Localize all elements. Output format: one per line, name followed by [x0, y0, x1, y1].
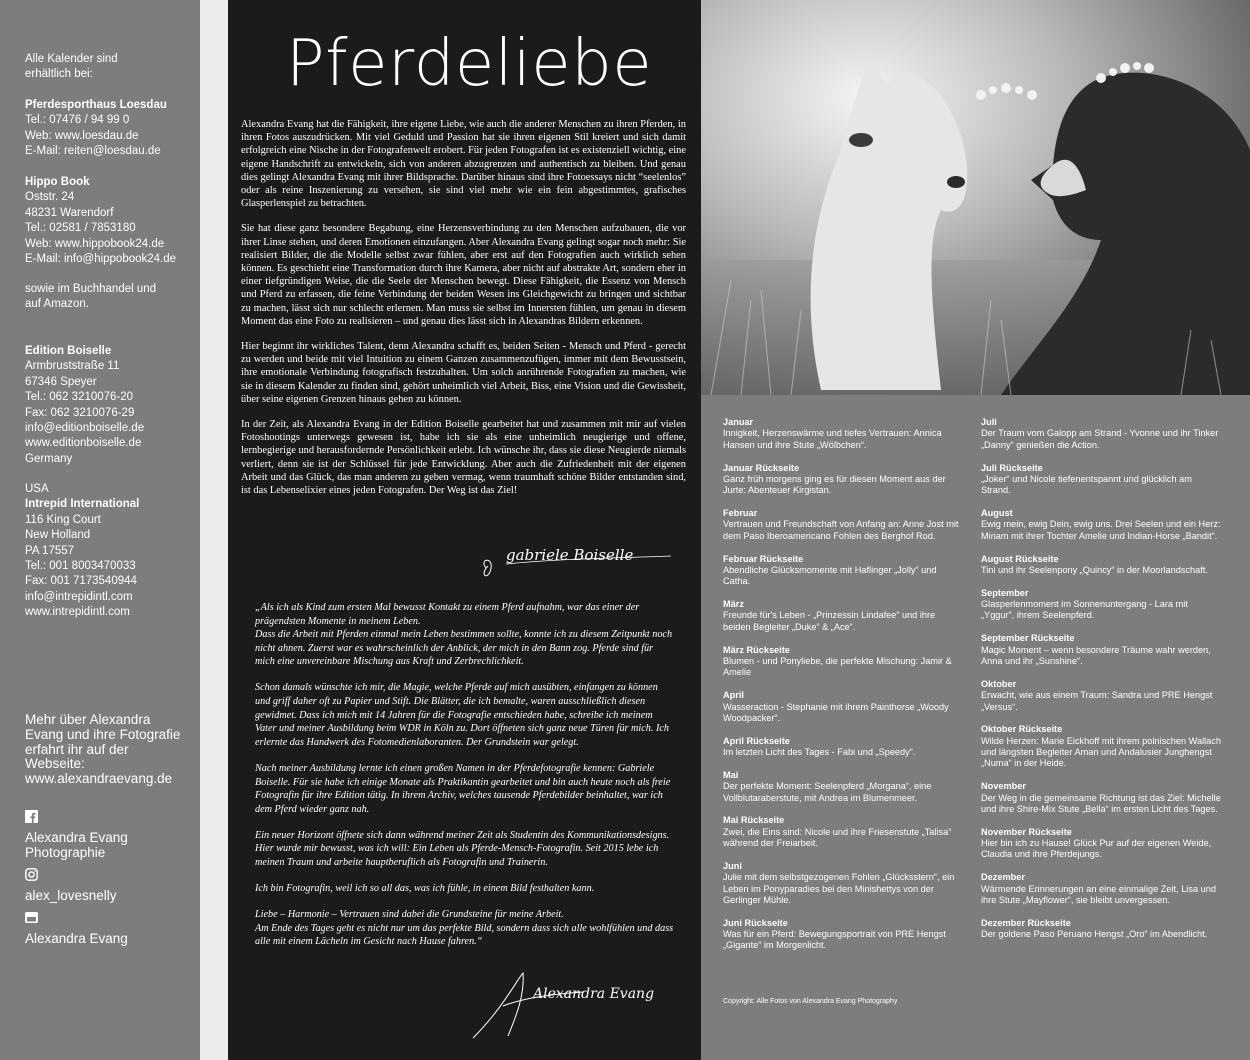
publisher-street: Armbruststraße 11 [25, 360, 120, 373]
dealer-email[interactable]: E-Mail: reiten@loesdau.de [25, 145, 161, 158]
dealer-street: Oststr. 24 [25, 191, 75, 204]
quote-paragraph: Liebe – Harmonie – Vertrauen sind dabei die Grundsteine für meine Arbeit. Am Ende des Tages geht es nicht nur um das perfekte Bild, sondern dass sich alle wohlfühlen und dass alle mit einem Lächeln im Gesicht nach Hause fahren.“ [255, 909, 674, 948]
publisher-city: 67346 Speyer [25, 375, 97, 388]
calendar-entry [981, 827, 1223, 861]
more-line: Evang und ihre Fotografie [25, 726, 181, 742]
article-paragraph: Alexandra Evang hat die Fähigkeit, ihre eigene Liebe, wie auch die anderer Menschen zu ihren Pferden, in ihren Fotos auszudrücken. Mit viel Geduld und Passion hat sie ihren eigenen Stil kreiert und sich damit erfolgreich eine Nische in der Fotografenwelt erobert. Für jeden Fotografen ist es existenziell wichtig, eine eigene Handschrift zu entwickeln, sich von anderen abzugrenzen und authentisch zu bleiben. Und genau dies gelingt Alexandra Evang mit ihrer Bildsprache. Darüber hinaus sind ihre Fotoessays nicht “seelenlos” oder als reine Inszenierung zu versehen, sie sind viel mehr wie ein fein abgestimmtes, grafisches Glasperlenspiel zu betrachten. [241, 119, 686, 210]
instagram-icon [25, 868, 38, 881]
more-line: Webseite: [25, 756, 85, 772]
more-line: erfahrt ihr auf der [25, 741, 129, 757]
availability-line: Alle Kalender sind [25, 53, 118, 65]
usa-street: 116 King Court [25, 513, 101, 526]
calendar-entry [981, 633, 1223, 667]
usa-town: New Holland [25, 529, 91, 542]
calendar-entry [981, 508, 1223, 542]
calendar-caption: Julie mit dem selbstgezogenen Fohlen „Glücksstern“, ein Leben im Ponyparadies bei den Minishettys von der Gerlinger Mühle. [723, 872, 955, 905]
calendar-list-left [723, 417, 963, 963]
calendar-month: Dezember Rückseite [981, 917, 1071, 928]
facebook-link[interactable] [25, 810, 128, 860]
publisher-fax: Fax: 062 3210076-29 [25, 406, 135, 419]
calendar-caption: Ewig mein, ewig Dein, ewig uns. Drei Seelen und ein Herz: Miriam mit ihrer Tochter Amelie und Indian-Horse „Bandit“. [981, 519, 1221, 541]
website-link[interactable]: www.alexandraevang.de [25, 771, 173, 787]
calendar-entry [981, 588, 1223, 622]
calendar-entry [723, 554, 963, 588]
calendar-caption: Blumen - und Ponyliebe, die perfekte Mischung: Jamir & Amelie [723, 655, 952, 678]
quote-paragraph: „Als ich als Kind zum ersten Mal bewusst Kontakt zu einem Pferd aufnahm, war das einer der prägendsten Momente in meinem Leben. Dass die Arbeit mit Pferden einmal mein Leben bestimmen sollte, konnte ich zu diesem Zeitpunkt noch nicht ahnen. Zuerst war es wahrscheinlich der Anblick, der mich in den Bann zog. Pferde sind für mich eine unvereinbare Mischung aus Kraft und Zerbrechlichkeit. [255, 602, 673, 668]
youtube-icon [25, 911, 38, 924]
calendar-month: September [981, 587, 1029, 598]
publisher-email[interactable]: info@editionboiselle.de [25, 422, 145, 435]
calendar-month: November Rückseite [981, 826, 1072, 837]
calendar-month: August [981, 508, 1013, 519]
signature-evang [463, 968, 693, 1048]
calendar-entry [723, 508, 963, 542]
also-line: sowie im Buchhandel und [25, 283, 157, 295]
calendar-entry [723, 736, 963, 759]
dealer-city: 48231 Warendorf [25, 206, 114, 219]
publisher-country: Germany [25, 452, 73, 465]
facebook-name: Photographie [25, 844, 106, 860]
svg-text:Alexandra Evang: Alexandra Evang [533, 986, 655, 1002]
calendar-entry [723, 645, 963, 679]
article-paragraph: Hier beginnt ihr wirkliches Talent, denn Alexandra schafft es, beiden Seiten - Mensch und Pferd - gerecht zu werden und beide mit viel Intuition zu einem Ganzen zusammenzufügen, immer mit dem Bewusstsein, ihre emotionale Verbindung fotografisch festzuhalten. Um solch anrührende Fotografien zu machen, wie sie in diesem Kalender zu finden sind, gehört unheimlich viel Arbeit, Biss, eine Vision und die Gewissheit, über seine eigenen Grenzen hinaus gehen zu können. [241, 341, 686, 405]
availability-line: erhältlich bei: [25, 68, 93, 81]
calendar-entry [723, 918, 963, 952]
quote-paragraph: Ein neuer Horizont öffnete sich dann während meiner Zeit als Studentin des Kommunikationsdesigns. Hier wurde mir bewusst, was ich will: Ein Leben als Pferde-Mensch-Fotografin. Seit 2015 lebe ich meinen Traum und arbeite hauptberuflich als Fotografin und Trainerin. [255, 829, 670, 868]
calendar-caption: Der perfekte Moment: Seelenpferd „Morgana“, eine Vollblutaraberstute, mit Andrea im Blumenmeer. [723, 781, 932, 803]
quote-paragraph: Ich bin Fotografin, weil ich so all das, was ich fühle, in einem Bild festhalten kann. [255, 883, 595, 895]
calendar-month: Januar Rückseite [723, 462, 800, 473]
calendar-entry [981, 918, 1223, 941]
calendar-entry [723, 463, 963, 497]
publisher-name: Edition Boiselle [25, 345, 112, 357]
also-available [25, 282, 195, 313]
calendar-entry [981, 872, 1223, 906]
facebook-icon [25, 810, 38, 823]
also-line: auf Amazon. [25, 298, 89, 311]
calendar-month: April [723, 690, 744, 701]
usa-fax: Fax: 001 7173540944 [25, 575, 137, 588]
calendar-entry [981, 781, 1223, 815]
calendar-month: Dezember [981, 872, 1025, 883]
calendar-entry [981, 679, 1223, 713]
usa-state: PA 17557 [25, 544, 75, 557]
signature-boiselle [476, 528, 676, 583]
dealer-name: Pferdesporthaus Loesdau [25, 99, 167, 111]
cover-photo [701, 0, 1250, 395]
calendar-caption: Was für ein Pferd: Bewegungsportrait von PRE Hengst „Gigante“ im Morgenlicht. [723, 929, 946, 951]
calendar-caption: Erwacht, wie aus einem Traum: Sandra und PRE Hengst „Versus“. [981, 690, 1213, 712]
page-gutter [200, 0, 228, 1060]
quote-paragraph: Schon damals wünschte ich mir, die Magie, welche Pferde auf mich ausübten, einfangen zu können und griff daher oft zu Papier und Stift. Die Blätter, die ich bemalte, waren ausschließlich diesen gewidmet. Dass ich mich mit 14 Jahren für die Fotografie entschieden habe, schreibe ich meinem Vater und meiner Ausbildung beim WDR in Köln zu. Dort öffneten sich ganz neue Türen für mich. Ich erlernte das Handwerk des Fotomedienlaboranten. Der Grundstein war gelegt. [255, 682, 669, 748]
copyright-note: Copyright: Alle Fotos von Alexandra Evang Photography [723, 998, 898, 1005]
publisher-boiselle [25, 344, 195, 467]
calendar-entry [723, 599, 963, 633]
page-title: Pferdeliebe [286, 27, 653, 101]
dealer-phone: Tel.: 07476 / 94 99 0 [25, 114, 130, 127]
calendar-entry [981, 463, 1223, 497]
calendar-month: Juni Rückseite [723, 917, 788, 928]
dealer-web[interactable]: Web: www.loesdau.de [25, 129, 139, 142]
dealer-phone: Tel.: 02581 / 7853180 [25, 222, 136, 235]
dealer-name: Hippo Book [25, 176, 90, 188]
calendar-month: September Rückseite [981, 633, 1075, 644]
calendar-entry [723, 417, 963, 451]
calendar-month: März Rückseite [723, 644, 790, 655]
calendar-caption: Vertrauen und Freundschaft von Anfang an: Anne Jost mit dem Paso Iberoamericano Fohlen des Berghof Rod. [723, 519, 959, 541]
more-line: Mehr über Alexandra [25, 712, 151, 727]
calendar-list-right [981, 417, 1223, 952]
calendar-month: April Rückseite [723, 735, 790, 746]
usa-phone: Tel.: 001 8003470033 [25, 560, 136, 573]
instagram-handle: alex_lovesnelly [25, 887, 117, 903]
photo-girl-and-foal [701, 0, 1250, 395]
publisher-web[interactable]: www.editionboiselle.de [25, 437, 142, 450]
calendar-caption: Hier bin ich zu Hause! Glück Pur auf der eigenen Weide, Claudia und ihre Pferdejungs. [981, 838, 1212, 860]
svg-text:gabriele Boiselle: gabriele Boiselle [506, 546, 634, 564]
usa-distributor [25, 482, 195, 621]
calendar-month: Juli [981, 417, 997, 427]
calendar-month: Mai Rückseite [723, 815, 785, 826]
calendar-caption: Der goldene Paso Peruano Hengst „Oro“ im Abendlicht. [981, 929, 1208, 940]
article-paragraph: In der Zeit, als Alexandra Evang in der Edition Boiselle gearbeitet hat und zusammen mit mir auf vielen Fotoshootings unterwegs gewesen ist, habe ich sie als eine unheimlich neugierige und offene, lernbegierige und herausfordernde Persönlichkeit erlebt. Ich wünsche ihr, dass sie diese Neugierde niemals verliert, denn sie ist der Schlüssel für jede Entwicklung. Aber auch die Zufriedenheit mit der eigenen Arbeit und das Glück, das man anderen zu geben vermag, wenn traumhaft schöne Bilder entstanden sind, ist das Lebenselixier eines jeden Fotografen. Der Weg ist das Ziel! [241, 419, 686, 497]
calendar-entry [723, 861, 963, 907]
calendar-month: November [981, 781, 1026, 792]
youtube-name: Alexandra Evang [25, 930, 128, 946]
usa-name: Intrepid International [25, 498, 140, 511]
calendar-entry [723, 815, 963, 849]
left-info-column [0, 0, 200, 1060]
calendar-month: Juni [723, 860, 742, 871]
calendar-month: Mai [723, 769, 739, 780]
calendar-caption: Im letzten Licht des Tages - Fabi und „Speedy“. [723, 747, 916, 758]
publisher-phone: Tel.: 062 3210076-20 [25, 391, 134, 404]
calendar-month: Februar Rückseite [723, 553, 804, 564]
photographer-quote [255, 601, 675, 961]
calendar-caption: Wilde Herzen: Marie Eickhoff mit ihrem polnischen Wallach und längsten Begleiter Aman und Andalusier Junghengst „Numa“ in der Heide. [981, 735, 1221, 769]
calendar-entry [723, 770, 963, 804]
article-paragraph: Sie hat diese ganz besondere Begabung, eine Herzensverbindung zu den Menschen aufzubauen, die vor ihrer Linse stehen, und deren Emotionen einzufangen. Aber Alexandra Evang gelingt sogar noch mehr: Sie realisiert Bilder, die die Modelle selbst zwar fühlen, aber erst auf den Fotografien auch wirklich sehen können. Es geschieht eine Transformation durch ihre Kamera, aber nicht auf abstrakte Art, sondern eher in einer tiefgründigen Weise, die die Seele der Menschen bewegt. Diese Fähigkeit, die Essenz von Mensch und Pferd zu erfassen, die feine Verbindung der beiden Wesen ins Gleichgewicht zu bringen und sichtbar zu machen, lässt sich nur schlecht erlernen. Man muss sie selbst im Innersten fühlen, um genau in diesem Moment das eine Foto zu realisieren – und genau dies lässt sich in Alexandras Bildern erkennen. [241, 223, 686, 327]
instagram-link[interactable] [25, 868, 117, 904]
calendar-month: August Rückseite [981, 553, 1059, 564]
dealer-loesdau [25, 98, 195, 160]
availability-intro [25, 52, 195, 83]
dealer-hippobook [25, 175, 195, 267]
calendar-month: Juli Rückseite [981, 462, 1043, 473]
dealer-web[interactable]: Web: www.hippobook24.de [25, 237, 165, 250]
usa-email[interactable]: info@intrepidintl.com [25, 590, 133, 603]
facebook-name: Alexandra Evang [25, 829, 128, 845]
calendar-caption: Glasperlenmoment im Sonnenuntergang - Lara mit „Yggur“, ihrem Seelenpferd. [981, 599, 1188, 621]
calendar-caption: „Joker“ und Nicole tiefenentspannt und glücklich am Strand. [981, 473, 1192, 496]
calendar-caption: Zwei, die Eins sind: Nicole und ihre Friesenstute „Talisa“ während der Freiarbeit. [723, 826, 952, 849]
calendar-caption: Der Weg in die gemeinsame Richtung ist das Ziel: Michelle und ihre Shire-Mix Stute „Bella“ im ersten Licht des Tages. [981, 792, 1221, 814]
calendar-month: März [723, 599, 744, 610]
article-column [228, 0, 701, 1060]
calendar-entry [723, 690, 963, 724]
calendar-month: Oktober [981, 678, 1017, 689]
dealer-email[interactable]: E-Mail: info@hippobook24.de [25, 253, 177, 266]
calendar-entry [981, 724, 1223, 770]
article-body [241, 118, 686, 509]
calendar-entry [981, 554, 1223, 577]
usa-label: USA [25, 483, 49, 495]
calendar-caption: Ganz früh morgens ging es für diesen Moment aus der Jurte: Abenteuer Kirgistan. [723, 473, 946, 496]
calendar-caption: Wasseraction - Stephanie mit ihrem Painthorse „Woody Woodpacker“. [723, 701, 949, 723]
calendar-entry [981, 417, 1223, 451]
youtube-link[interactable] [25, 911, 128, 947]
calendar-month: Oktober Rückseite [981, 724, 1063, 735]
calendar-caption: Der Traum vom Galopp am Strand - Yvonne und ihr Tinker „Danny“ genießen die Action. [981, 428, 1219, 450]
calendar-caption: Tini und ihr Seelenpony „Quincy“ in der Moorlandschaft. [981, 564, 1208, 575]
calendar-caption: Wärmende Erinnerungen an eine einmalige Zeit, Lisa und ihre Stute „Mayflower“, sie bleibt unvergessen. [981, 883, 1216, 905]
calendar-column [701, 0, 1250, 1060]
more-info [25, 713, 200, 787]
calendar-caption: Freunde für's Leben - „Prinzessin Lindafee“ und ihre beiden Begleiter „Duke“ & „Ace“. [723, 610, 936, 632]
calendar-caption: Innigkeit, Herzenswärme und tiefes Vertrauen: Annica Hansen und ihre Stute „Wölbchen“. [723, 428, 942, 450]
quote-paragraph: Nach meiner Ausbildung lernte ich einen großen Namen in der Pferdefotografie kennen: Gabriele Boiselle. Für sie habe ich einige Monate als Praktikantin gearbeitet und bin auch heute noch als freie Fotografin für ihre Edition tätig. In ihrem Archiv, welches tausende Pferdebilder beinhaltet, war ich dem Pferd wieder ganz nah. [255, 762, 671, 815]
usa-web[interactable]: www.intrepidintl.com [25, 606, 130, 619]
calendar-caption: Abendliche Glücksmomente mit Haflinger „Jolly“ und Catha. [723, 564, 937, 587]
calendar-month: Februar [723, 508, 758, 519]
calendar-caption: Magic Moment – wenn besondere Träume wahr werden, Anna und ihr „Sunshine“. [981, 644, 1211, 666]
calendar-month: Januar [723, 417, 754, 427]
